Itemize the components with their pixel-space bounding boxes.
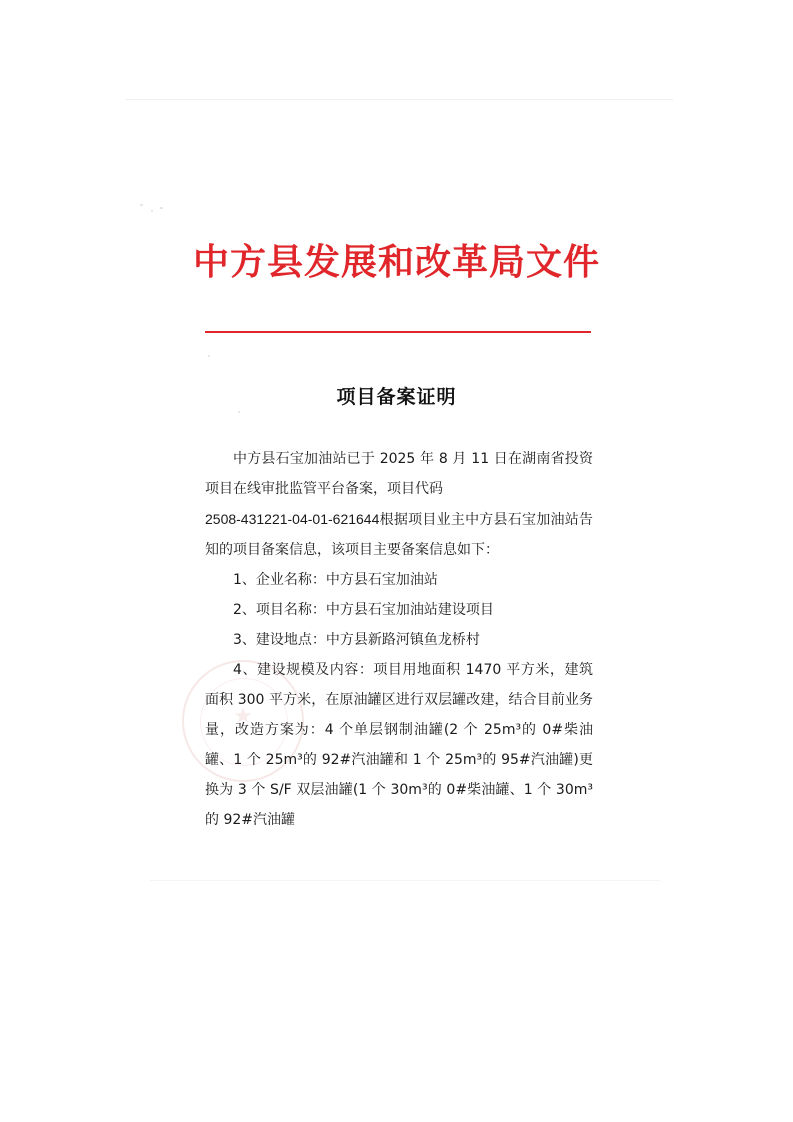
scan-edge-top: [125, 99, 673, 100]
document-title: 项目备案证明: [336, 386, 457, 408]
item-location: 3、建设地点：中方县新路河镇鱼龙桥村: [233, 632, 480, 648]
intro-paragraph: [205, 444, 593, 565]
scan-speck: [160, 207, 163, 209]
item-scale-content: 4、建设规模及内容：项目用地面积 1470 平方米，建筑面积 300 平方米，在原油罐区进行双层罐改建，结合目前业务量，改造方案为：4 个单层钢制油罐(2 个 25m³的 0#柴油罐、1 个 25m³的 92#汽油罐和 1 个 25m³的 95#汽油罐)更换为 3 个 S/F 双层油罐(1 个 30m³的 0#柴油罐、1 个 30m³的 92#汽油罐: [205, 662, 593, 828]
document-body: [205, 444, 593, 835]
intro-part2: 根据项目业主中方县石宝加油站告知的项目备案信息，该项目主要备案信息如下：: [205, 512, 593, 558]
item-project-name: 2、项目名称：中方县石宝加油站建设项目: [233, 602, 494, 618]
scan-speck: [140, 204, 143, 206]
seal-star-icon: ★: [233, 704, 253, 729]
scan-speck: [208, 355, 210, 357]
item-enterprise-name: 1、企业名称：中方县石宝加油站: [233, 572, 438, 588]
intro-part1: 中方县石宝加油站已于 2025 年 8 月 11 日在湖南省投资项目在线审批监管平台备案，项目代码: [205, 451, 593, 497]
project-code: 2508-431221-04-01-621644: [205, 511, 380, 527]
header-red-rule: [205, 331, 591, 333]
scan-edge-bottom: [150, 880, 660, 881]
scan-speck: [238, 411, 240, 413]
issuing-org-title: 中方县发展和改革局文件: [192, 241, 600, 283]
scan-speck: [151, 210, 153, 212]
